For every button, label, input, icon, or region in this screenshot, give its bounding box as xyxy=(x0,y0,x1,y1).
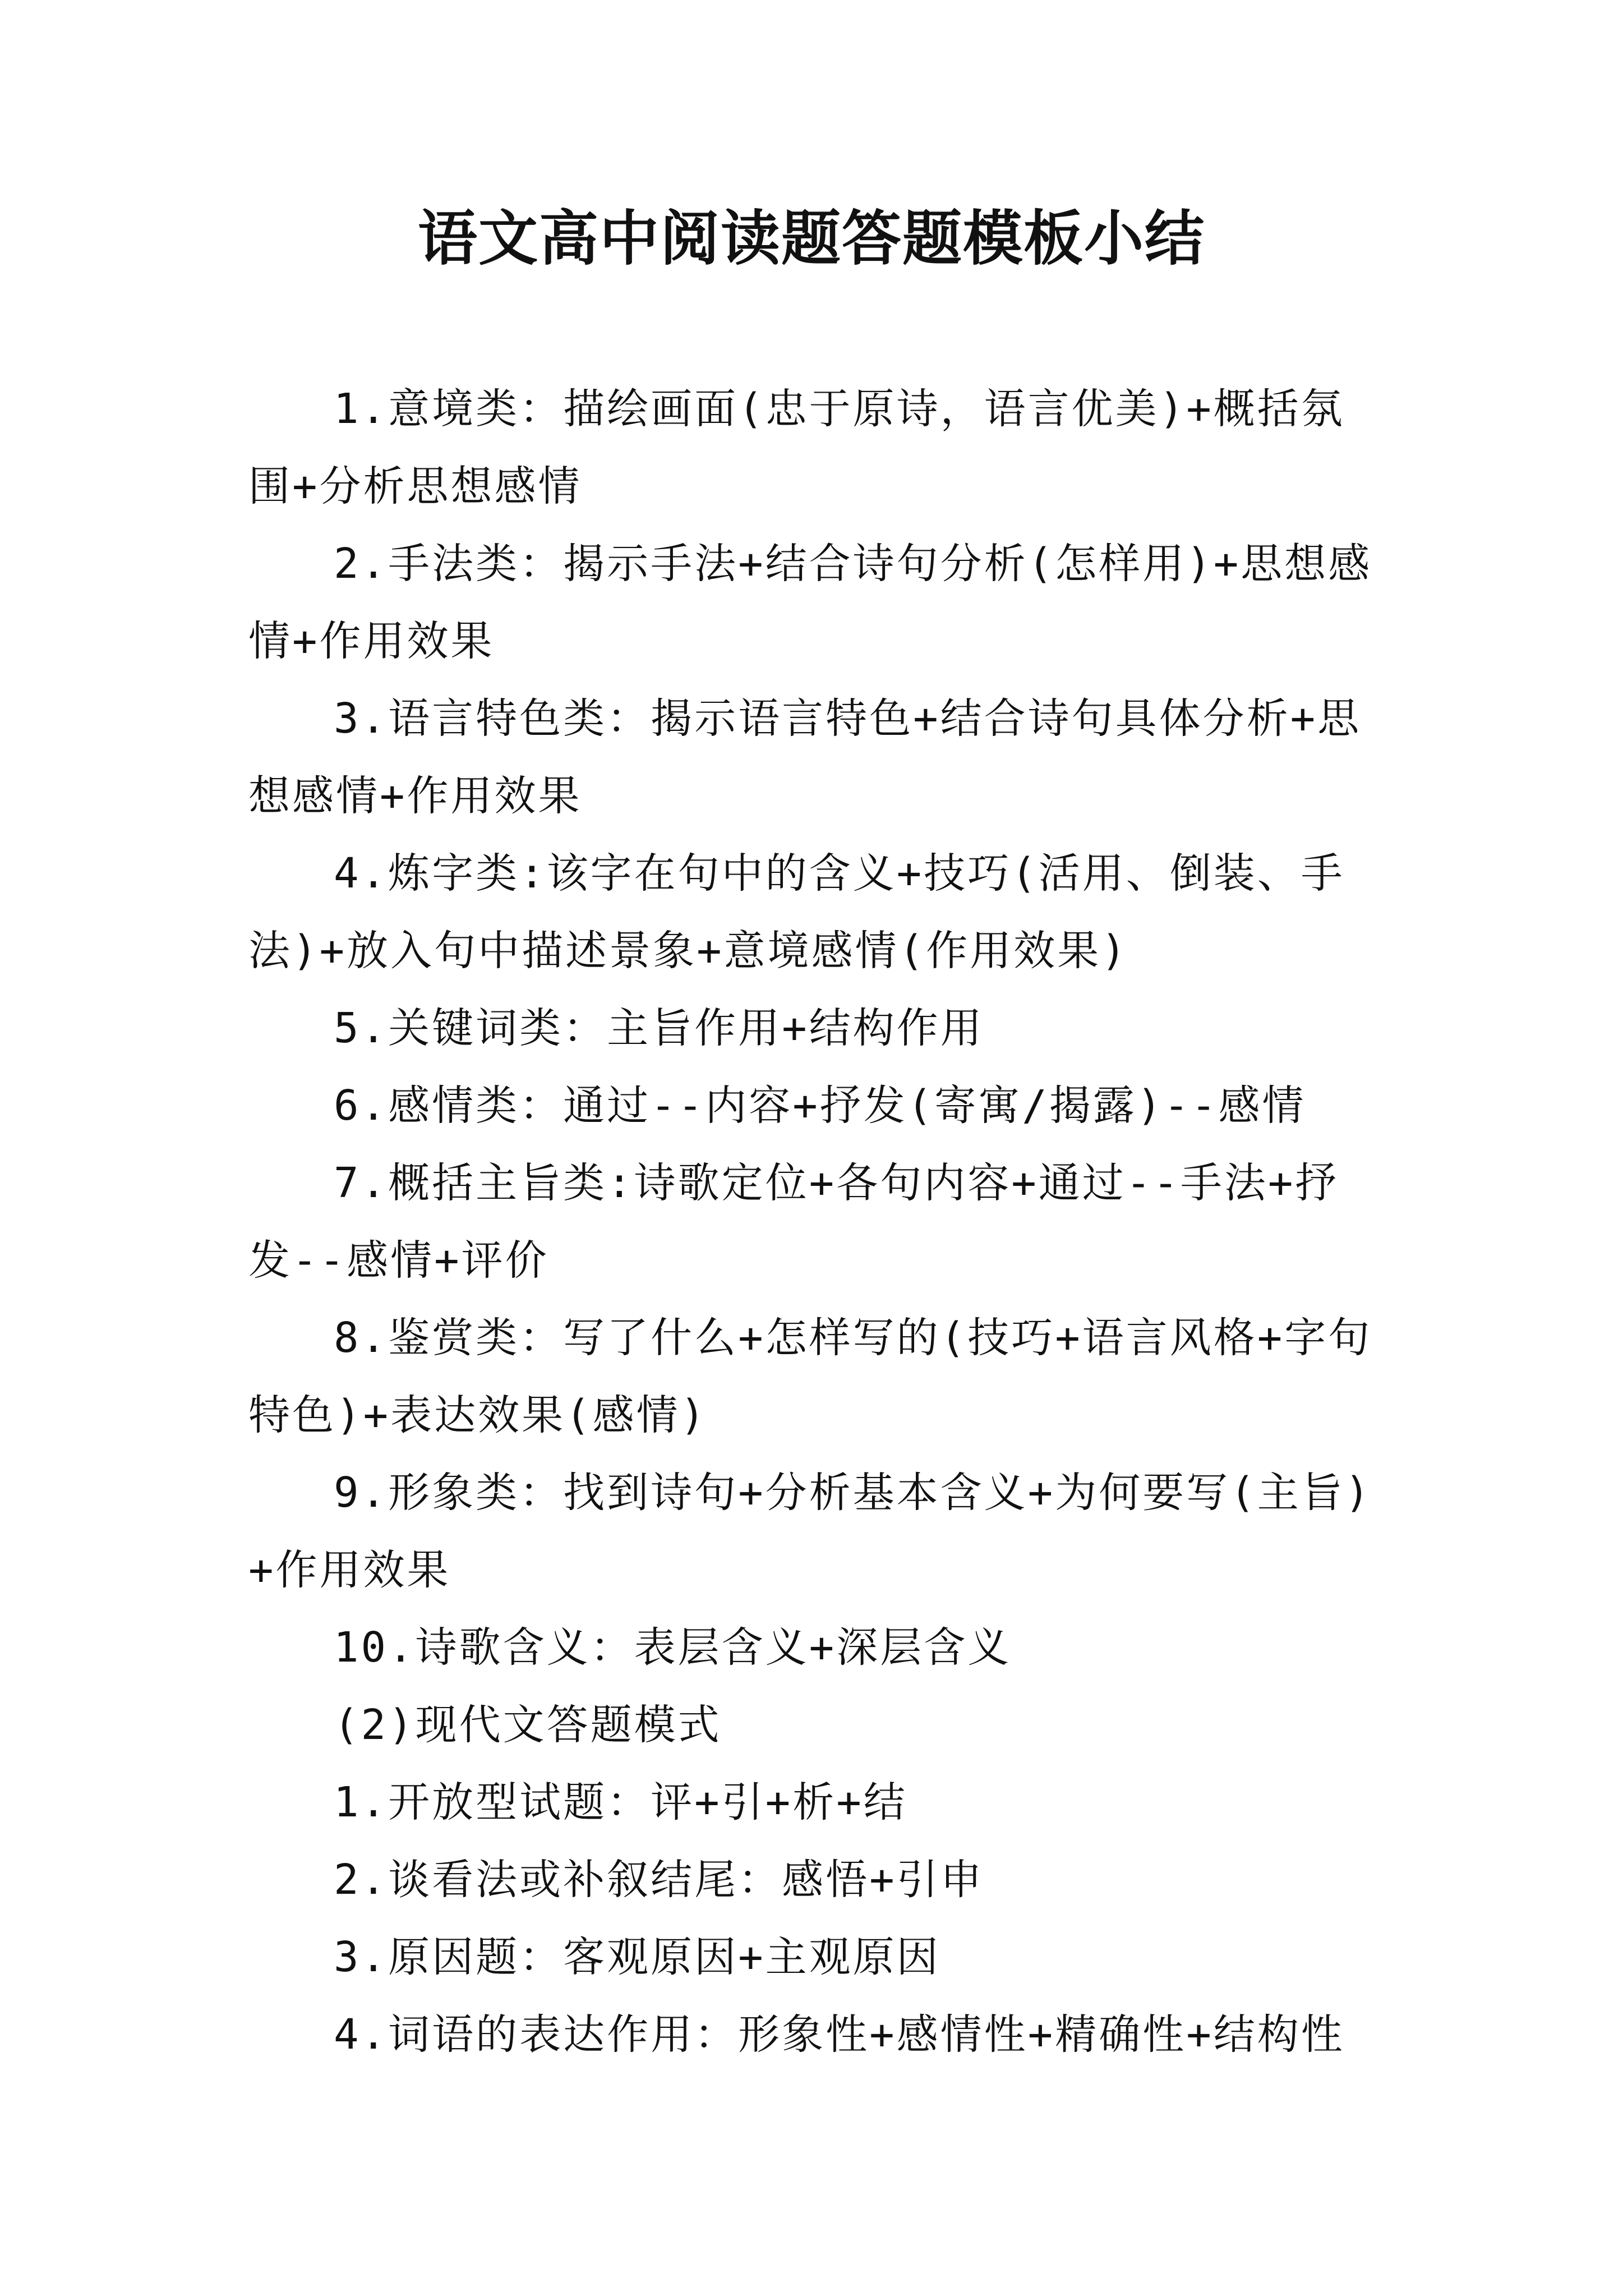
paragraph-image-figure: 9.形象类：找到诗句+分析基本含义+为何要写(主旨)+作用效果 xyxy=(248,1469,1372,1594)
paragraph-views-ending: 2.谈看法或补叙结尾：感悟+引申 xyxy=(334,1856,984,1904)
document-body xyxy=(248,370,1387,2073)
paragraph-emotion: 6.感情类：通过--内容+抒发(寄寓/揭露)--感情 xyxy=(334,1082,1306,1130)
document-title: 语文高中阅读题答题模板小结 xyxy=(418,203,1205,273)
paragraph-open-questions: 1.开放型试题：评+引+析+结 xyxy=(334,1778,907,1826)
paragraph-reasons: 3.原因题：客观原因+主观原因 xyxy=(334,1933,940,1981)
paragraph-word-expression: 4.词语的表达作用：形象性+感情性+精确性+结构性 xyxy=(334,2010,1345,2059)
paragraph-theme: 7.概括主旨类:诗歌定位+各句内容+通过--手法+抒发--感情+评价 xyxy=(248,1159,1339,1285)
section-heading-modern-text: (2)现代文答题模式 xyxy=(334,1701,722,1749)
paragraph-poem-meaning: 10.诗歌含义：表层含义+深层含义 xyxy=(334,1623,1012,1672)
paragraph-imagery: 1.意境类：描绘画面(忠于原诗，语言优美)+概括氛围+分析思想感情 xyxy=(248,385,1345,510)
paragraph-word-refining: 4.炼字类:该字在句中的含义+技巧(活用、倒装、手法)+放入句中描述景象+意境感情(作用效果) xyxy=(248,849,1345,975)
paragraph-keywords: 5.关键词类：主旨作用+结构作用 xyxy=(334,1004,984,1052)
paragraph-language-features: 3.语言特色类：揭示语言特色+结合诗句具体分析+思想感情+作用效果 xyxy=(248,694,1362,820)
paragraph-appreciation: 8.鉴赏类：写了什么+怎样写的(技巧+语言风格+字句特色)+表达效果(感情) xyxy=(248,1314,1372,1439)
paragraph-technique: 2.手法类：揭示手法+结合诗句分析(怎样用)+思想感情+作用效果 xyxy=(248,540,1372,665)
